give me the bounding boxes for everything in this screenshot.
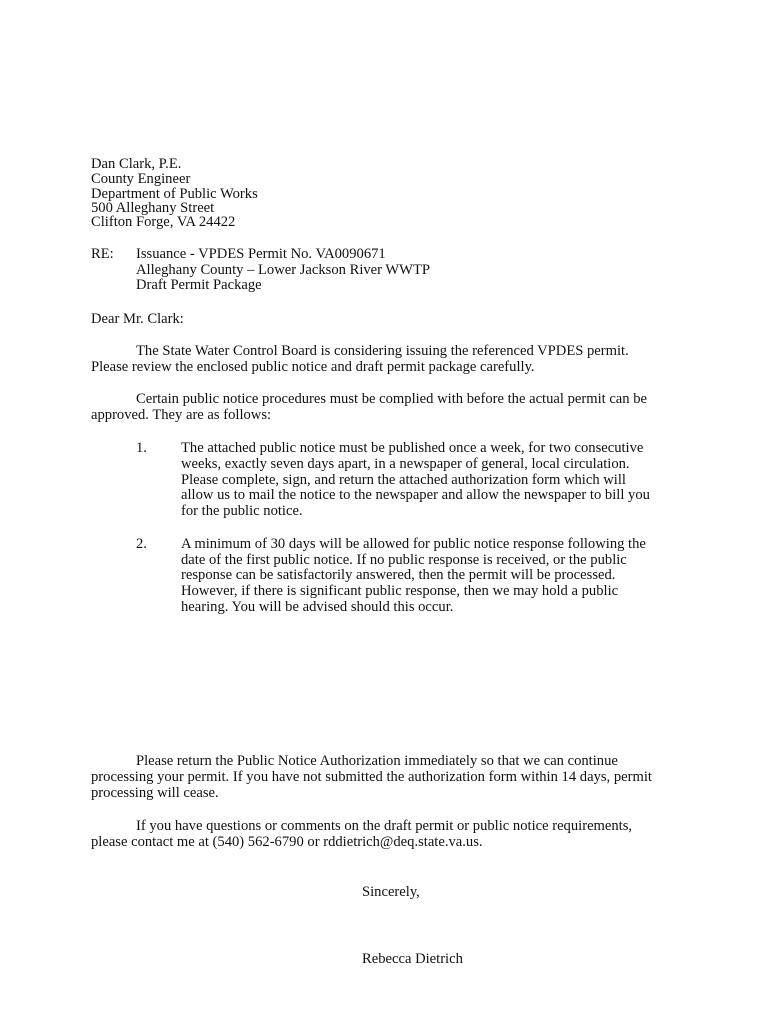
paragraph-line: If you have questions or comments on the draft permit or public notice requirements, xyxy=(136,818,633,834)
salutation: Dear Mr. Clark: xyxy=(91,311,184,327)
recipient-department: Department of Public Works xyxy=(91,186,258,202)
recipient-name: Dan Clark, P.E. xyxy=(91,156,182,172)
re-line: Alleghany County – Lower Jackson River WWTP xyxy=(136,262,430,278)
paragraph-line: Please review the enclosed public notice and draft permit package carefully. xyxy=(91,359,535,375)
paragraph-line: processing your permit. If you have not submitted the authorization form within 14 days, permit xyxy=(91,769,652,785)
recipient-city: Clifton Forge, VA 24422 xyxy=(91,214,236,230)
paragraph-line: Certain public notice procedures must be complied with before the actual permit can be xyxy=(136,391,648,407)
paragraph-line: The State Water Control Board is considering issuing the referenced VPDES permit. xyxy=(136,343,629,359)
list-item-line: Please complete, sign, and return the attached authorization form which will xyxy=(181,472,626,488)
list-item-number: 1. xyxy=(136,440,147,456)
list-item-line: response can be satisfactorily answered, then the permit will be processed. xyxy=(181,567,616,583)
list-item-line: weeks, exactly seven days apart, in a newspaper of general, local circulation. xyxy=(181,456,630,472)
list-item-number: 2. xyxy=(136,536,147,552)
paragraph-line: processing will cease. xyxy=(91,785,219,801)
list-item-line: date of the first public notice. If no public response is received, or the public xyxy=(181,552,627,568)
list-item-line: A minimum of 30 days will be allowed for public notice response following the xyxy=(181,536,646,552)
re-line: Draft Permit Package xyxy=(136,277,262,293)
list-item-line: The attached public notice must be published once a week, for two consecutive xyxy=(181,440,644,456)
closing: Sincerely, xyxy=(362,884,420,900)
list-item-line: hearing. You will be advised should this occur. xyxy=(181,599,454,615)
list-item-line: for the public notice. xyxy=(181,503,303,519)
paragraph-line: approved. They are as follows: xyxy=(91,407,272,423)
re-line: Issuance - VPDES Permit No. VA0090671 xyxy=(136,246,386,262)
list-item-line: allow us to mail the notice to the newspaper and allow the newspaper to bill you xyxy=(181,487,650,503)
list-item-line: However, if there is significant public response, then we may hold a public xyxy=(181,583,619,599)
paragraph-line: please contact me at (540) 562-6790 or rddietrich@deq.state.va.us. xyxy=(91,834,483,850)
recipient-street: 500 Alleghany Street xyxy=(91,200,215,216)
recipient-title: County Engineer xyxy=(91,171,191,187)
signer-name: Rebecca Dietrich xyxy=(362,951,463,967)
paragraph-line: Please return the Public Notice Authorization immediately so that we can continue xyxy=(136,753,618,769)
re-label: RE: xyxy=(91,246,114,262)
